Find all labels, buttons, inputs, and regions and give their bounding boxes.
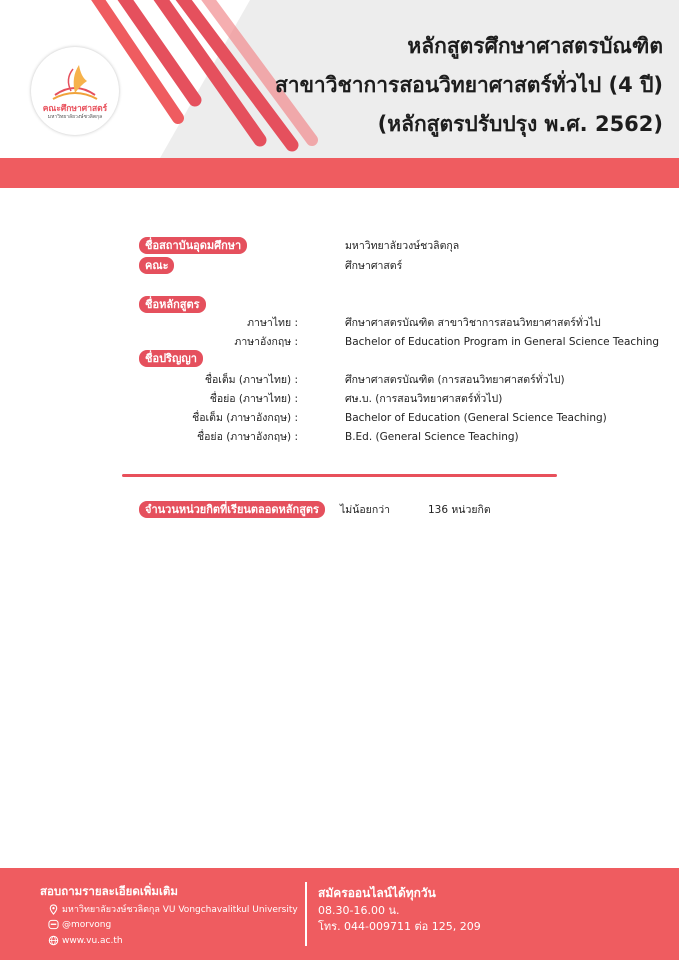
footer-phone[interactable]: โทร. 044-009711 ต่อ 125, 209 bbox=[318, 920, 481, 933]
footer-inquiry-heading: สอบถามรายละเอียดเพิ่มเติม bbox=[40, 884, 178, 898]
degree-abbr-english-value: B.Ed. (General Science Teaching) bbox=[345, 431, 519, 443]
institution-value: มหาวิทยาลัยวงษ์ชวลิตกุล bbox=[345, 240, 460, 252]
footer-address-text: มหาวิทยาลัยวงษ์ชวลิตกุล VU Vongchavalitkul University bbox=[62, 905, 298, 915]
page-title-line-1: หลักสูตรศึกษาศาสตรบัณฑิต bbox=[407, 34, 663, 58]
footer-line-text[interactable]: @morvong bbox=[62, 919, 112, 930]
program-thai-value: ศึกษาศาสตรบัณฑิต สาขาวิชาการสอนวิทยาศาสตร์ทั่วไป bbox=[345, 317, 601, 329]
book-flame-icon bbox=[31, 47, 119, 135]
degree-full-english-value: Bachelor of Education (General Science Teaching) bbox=[345, 412, 607, 424]
faculty-label: คณะ bbox=[139, 257, 174, 274]
page-title-line-2: สาขาวิชาการสอนวิทยาศาสตร์ทั่วไป (4 ปี) bbox=[274, 73, 663, 97]
globe-icon bbox=[48, 935, 59, 946]
footer-apply-heading: สมัครออนไลน์ได้ทุกวัน bbox=[318, 886, 436, 900]
logo-faculty-name: คณะศึกษาศาสตร์ bbox=[42, 104, 108, 114]
degree-full-english-label: ชื่อเต็ม (ภาษาอังกฤษ) : bbox=[192, 412, 298, 424]
degree-full-thai-label: ชื่อเต็ม (ภาษาไทย) : bbox=[204, 374, 298, 386]
logo-university-name: มหาวิทยาลัยวงษ์ชวลิตกุล bbox=[47, 114, 103, 120]
credits-value: 136 หน่วยกิต bbox=[428, 504, 491, 516]
credits-label: จำนวนหน่วยกิตที่เรียนตลอดหลักสูตร bbox=[139, 501, 325, 518]
degree-abbr-english-label: ชื่อย่อ (ภาษาอังกฤษ) : bbox=[196, 431, 298, 443]
header-banner bbox=[0, 0, 679, 188]
footer-divider bbox=[305, 882, 307, 946]
faculty-logo bbox=[31, 47, 119, 135]
footer-contact bbox=[0, 868, 679, 960]
footer-address bbox=[48, 902, 298, 916]
faculty-value: ศึกษาศาสตร์ bbox=[345, 260, 403, 272]
line-icon bbox=[48, 919, 59, 930]
footer-hours: 08.30-16.00 น. bbox=[318, 904, 400, 917]
degree-abbr-thai-value: ศษ.บ. (การสอนวิทยาศาสตร์ทั่วไป) bbox=[345, 393, 503, 405]
program-english-label: ภาษาอังกฤษ : bbox=[234, 336, 298, 348]
section-divider bbox=[122, 474, 557, 477]
page-title-line-3: (หลักสูตรปรับปรุง พ.ศ. 2562) bbox=[377, 112, 663, 136]
location-icon bbox=[48, 904, 59, 915]
footer-line[interactable] bbox=[48, 919, 111, 930]
program-english-value: Bachelor of Education Program in General Science Teaching bbox=[345, 336, 660, 348]
credits-qualifier: ไม่น้อยกว่า bbox=[340, 504, 390, 516]
footer-website-link[interactable]: www.vu.ac.th bbox=[62, 935, 123, 946]
degree-label: ชื่อปริญญา bbox=[139, 350, 203, 367]
institution-label: ชื่อสถาบันอุดมศึกษา bbox=[139, 237, 247, 254]
program-label: ชื่อหลักสูตร bbox=[139, 296, 206, 313]
degree-abbr-thai-label: ชื่อย่อ (ภาษาไทย) : bbox=[209, 393, 298, 405]
footer-website[interactable] bbox=[48, 935, 123, 946]
program-thai-label: ภาษาไทย : bbox=[247, 317, 298, 329]
degree-full-thai-value: ศึกษาศาสตรบัณฑิต (การสอนวิทยาศาสตร์ทั่วไป) bbox=[345, 374, 565, 386]
